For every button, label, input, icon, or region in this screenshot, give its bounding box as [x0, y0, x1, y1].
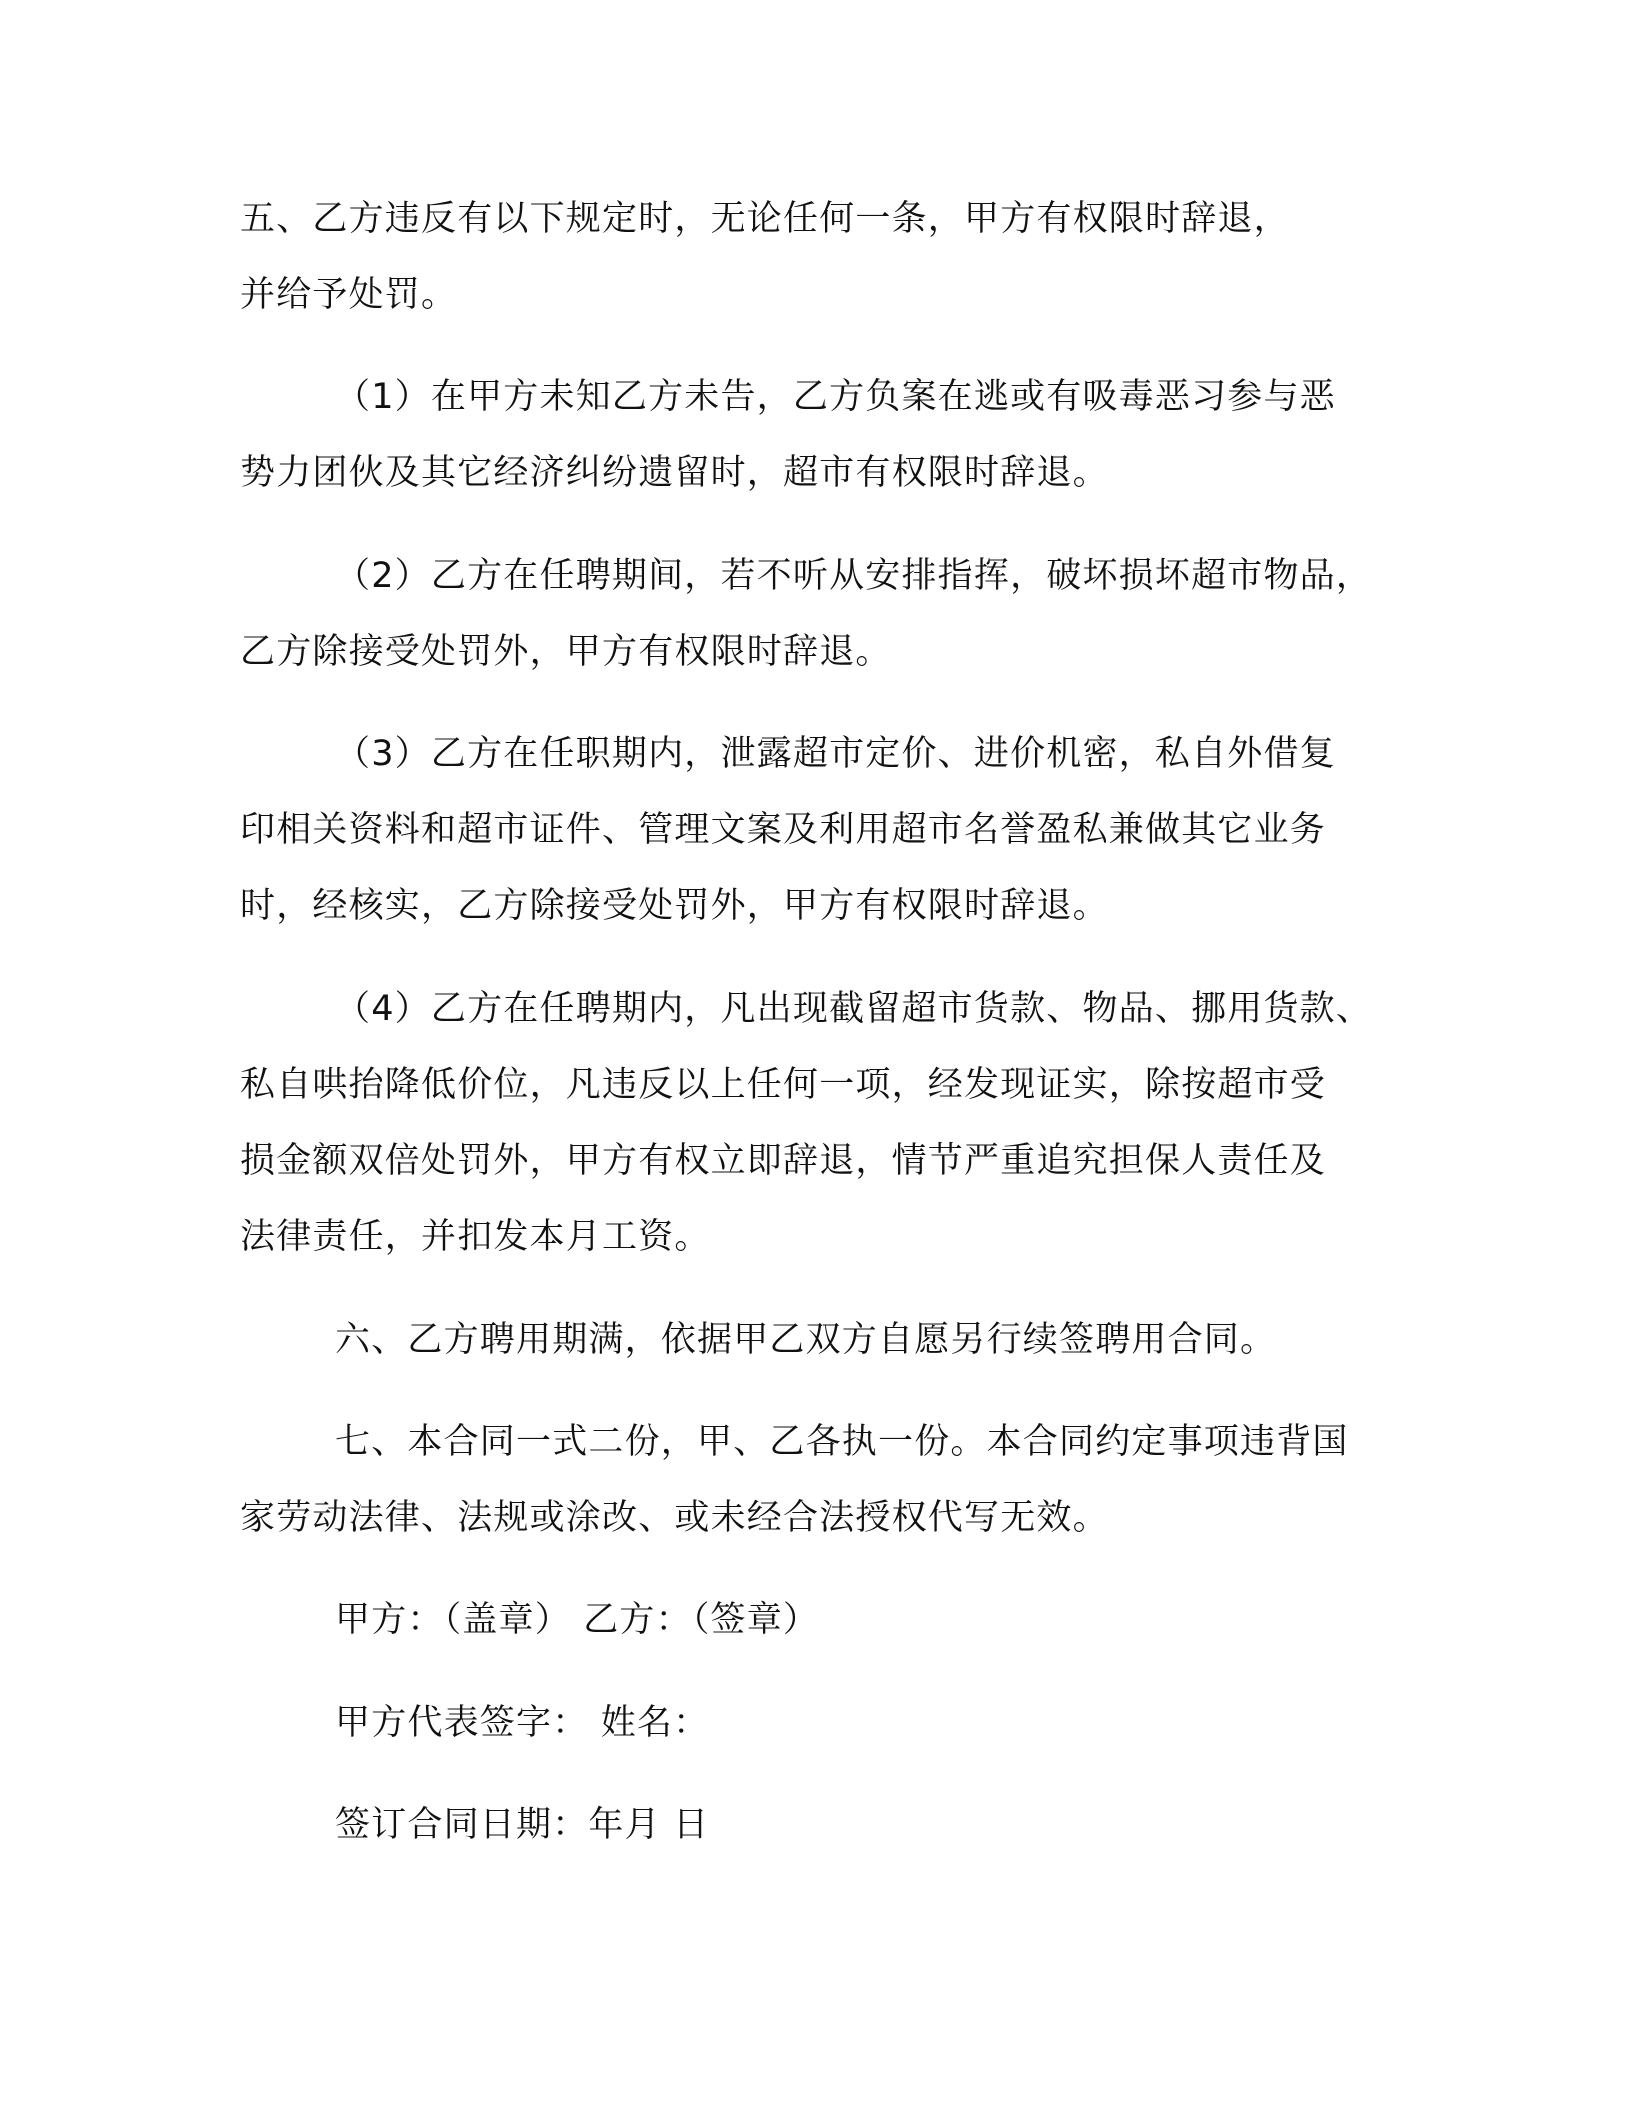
signature-representative-line: 甲方代表签字： 姓名：	[335, 1703, 710, 1743]
clause-5-4-line-3: 损金额双倍处罚外，甲方有权立即辞退，情节严重追究担保人责任及	[240, 1141, 1327, 1181]
clause-5-1-line-1: （1）在甲方未知乙方未告，乙方负案在逃或有吸毒恶习参与恶	[335, 377, 1336, 417]
clause-7-line-1: 七、本合同一式二份，甲、乙各执一份。本合同约定事项违背国	[335, 1422, 1349, 1462]
clause-5-2-line-2: 乙方除接受处罚外，甲方有权限时辞退。	[240, 632, 892, 672]
clause-5-4-line-4: 法律责任，并扣发本月工资。	[240, 1217, 711, 1257]
clause-5-line-2: 并给予处罚。	[240, 275, 458, 315]
clause-6-line-1: 六、乙方聘用期满，依据甲乙双方自愿另行续签聘用合同。	[335, 1320, 1277, 1360]
clause-5-3-line-1: （3）乙方在任职期内，泄露超市定价、进价机密，私自外借复	[335, 734, 1336, 774]
clause-5-4-line-2: 私自哄抬降低价位，凡违反以上任何一项，经发现证实，除按超市受	[240, 1065, 1327, 1105]
clause-5-3-line-3: 时，经核实，乙方除接受处罚外，甲方有权限时辞退。	[240, 886, 1109, 926]
signature-date-line: 签订合同日期：年月 日	[335, 1805, 710, 1845]
clause-7-line-2: 家劳动法律、法规或涂改、或未经合法授权代写无效。	[240, 1498, 1109, 1538]
clause-5-4-line-1: （4）乙方在任聘期内，凡出现截留超市货款、物品、挪用货款、	[335, 989, 1373, 1029]
clause-5-line-1: 五、乙方违反有以下规定时，无论任何一条，甲方有权限时辞退，	[240, 199, 1290, 239]
clause-5-1-line-2: 势力团伙及其它经济纠纷遗留时，超市有权限时辞退。	[240, 453, 1109, 493]
signature-party-line: 甲方：（盖章） 乙方：（签章）	[335, 1600, 820, 1640]
clause-5-2-line-1: （2）乙方在任聘期间，若不听从安排指挥，破坏损坏超市物品，	[335, 556, 1373, 596]
clause-5-3-line-2: 印相关资料和超市证件、管理文案及利用超市名誉盈私兼做其它业务	[240, 810, 1327, 850]
